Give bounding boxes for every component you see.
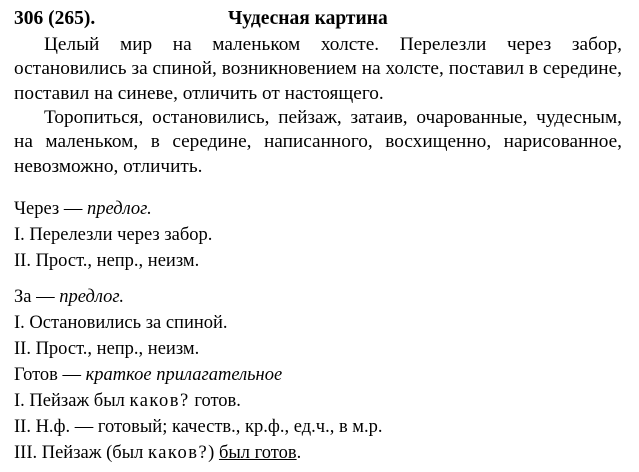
analysis-line: I. Остановились за спиной. [14,313,228,333]
analysis-heading [14,362,383,388]
text-paragraph-2: Торопиться, остановились, пейзаж, затаив, очарованные, чудесным, на маленьком, в середине, написанного, восхищенно, нарисованное, невозможно, отличить. [14,107,622,177]
analysis-line [14,440,383,466]
part-of-speech: предлог. [86,199,152,219]
analysis-dash: — [59,199,87,219]
analysis-line: I. Перелезли через забор. [14,225,213,245]
text-paragraph-1: Целый мир на маленьком холсте. Перелезли через забор, остановились за спиной, возникновением на холсте, поставил в середине, поставил на синеве, отличить от настоящего. [14,34,622,104]
underlined-predicate: был готов [218,443,297,463]
analysis-block-cherez [14,196,212,274]
analysis-heading [14,196,212,222]
analysis-line [14,388,383,414]
analysis-dash: — [31,287,60,307]
part-of-speech: краткое прилагательное [85,365,283,385]
analysis-line: II. Прост., непр., неизм. [14,251,200,271]
line-text: III. Пейзаж (был [14,443,148,463]
analysis-word: Готов [14,365,58,385]
question-word: каков? [148,443,209,463]
analysis-line: II. Прост., непр., неизм. [14,339,200,359]
analysis-line: II. Н.ф. — готовый; качеств., кр.ф., ед.ч., в м.р. [14,417,383,437]
line-text: готов. [189,391,241,411]
analysis-heading [14,284,228,310]
line-text: . [296,443,302,463]
line-text: I. Пейзаж был [14,391,130,411]
exercise-title: Чудесная картина [228,8,388,29]
analysis-block-gotov [14,362,383,466]
line-text: ) [208,443,219,463]
analysis-dash: — [57,365,86,385]
exercise-header [14,6,614,32]
analysis-word: Через [14,199,60,219]
exercise-number: 306 (265). [14,8,96,29]
analysis-word: За [14,287,32,307]
analysis-block-za [14,284,228,362]
question-word: каков? [129,391,190,411]
part-of-speech: предлог. [59,287,124,307]
